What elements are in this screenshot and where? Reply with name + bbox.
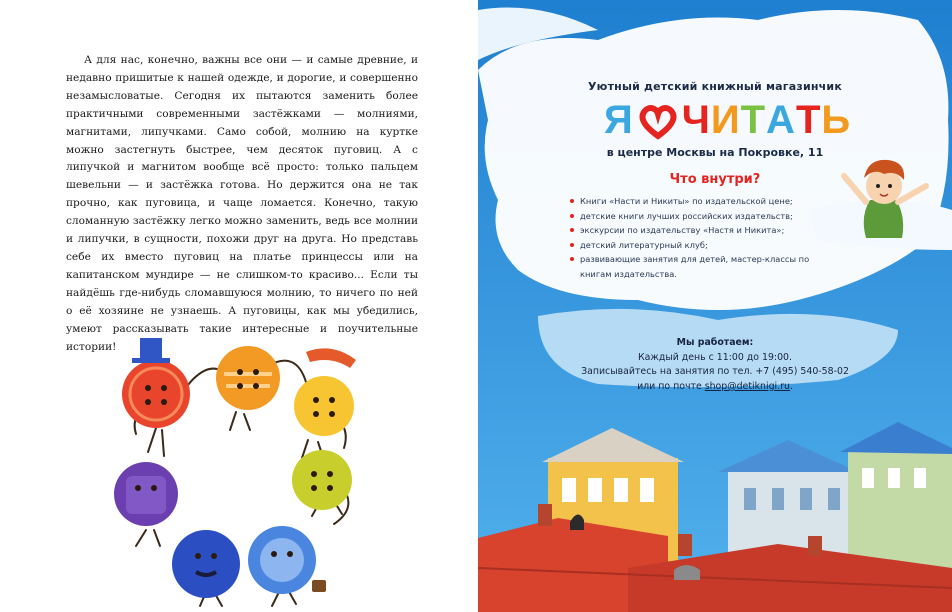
feature-list: [570, 194, 840, 282]
list-item: детский литературный клуб;: [570, 238, 840, 253]
orange-button-character: [216, 346, 280, 410]
hours-daily: Каждый день с 11:00 до 19:00.: [637, 351, 792, 363]
olive-button-character: [292, 450, 352, 510]
logo-letter: Т: [795, 98, 822, 142]
logo-chitat: [682, 98, 851, 142]
right-page-shop-ad: [478, 0, 952, 612]
email-suffix: .: [789, 380, 793, 392]
opening-hours: [478, 336, 952, 394]
logo-letter: А: [766, 98, 796, 142]
hours-signup-phone: Записывайтесь на занятия по тел. +7 (495) 540-58-02: [581, 366, 849, 378]
inside-heading: Что внутри?: [669, 172, 761, 187]
red-button-character: [122, 360, 190, 428]
list-item: Книги «Насти и Никиты» по издательской цене;: [570, 194, 840, 209]
email-prefix: или по почте: [637, 380, 705, 392]
hours-title: Мы работаем:: [676, 337, 754, 348]
list-item: детские книги лучших российских издательств;: [570, 209, 840, 224]
yellow-button-character: [294, 376, 354, 436]
blue-button-character: [172, 530, 240, 598]
logo-letter: Ч: [681, 98, 711, 142]
shop-tagline: Уютный детский книжный магазинчик: [588, 80, 842, 93]
heart-icon: [638, 102, 678, 142]
logo-letter: Т: [740, 98, 767, 142]
email-link[interactable]: shop@detiknigi.ru: [704, 380, 790, 392]
list-item: экскурсии по издательству «Настя и Никита»;: [570, 223, 840, 238]
list-item: развивающие занятия для детей, мастер-классы по книгам издательства.: [570, 252, 840, 281]
hours-email-line: [478, 380, 952, 395]
logo-letter: Ь: [821, 98, 852, 142]
ya-lyublyu-chitat-logo: [604, 98, 851, 142]
shop-location: в центре Москвы на Покровке, 11: [606, 146, 824, 159]
button-characters-illustration: [96, 330, 396, 612]
flying-boy-illustration: [840, 146, 932, 246]
rooftops-illustration: [478, 418, 952, 612]
story-text: А для нас, конечно, важны все они — и самые древние, и недавно пришитые к нашей одежде, и дорогие, и совершенно незамысловатые. Сегодня их пытаются заменить более практичными современными застёжками — молниями, магнитами, липучками. Само собой, молнию на куртке можно застегнуть быстрее, чем десяток пуговиц. А с липучкой и магнитом вообще всё просто: только пальцем шевельни — и застёжка готова. Но держится она не так прочно, как пуговица, и чаще ломается. Конечно, такую сломанную застёжку легко можно заменить, ведь все молнии и липучки, в сущности, похожи друг на друга. Но представь себе их вместо пуговиц на платье принцессы или на капитанском мундире — не слишком-то красиво... Если ты найдёшь где-нибудь сломавшуюся молнию, то ничего по ней о её хозяине не узнаешь. А пуговицы, как мы убедились, умеют рассказывать такие интересные и поучительные истории!: [66, 54, 418, 353]
logo-letter: И: [710, 98, 741, 142]
logo-ya: Я: [604, 98, 634, 142]
